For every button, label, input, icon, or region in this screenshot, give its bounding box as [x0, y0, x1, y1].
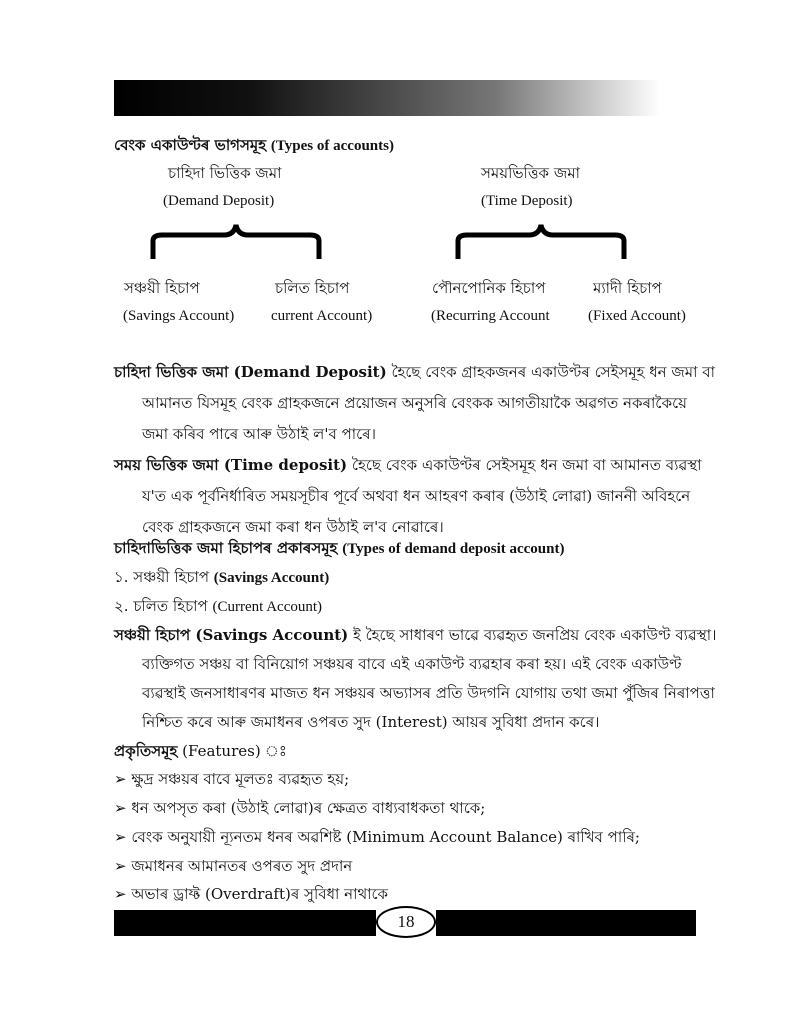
footer-bar-left — [114, 910, 376, 936]
demand-paragraph-line-1 — [114, 361, 715, 386]
time-brace — [455, 221, 627, 261]
time-label-bn: সময়ভিত্তিক জমা — [481, 164, 580, 182]
demand-paragraph-text-1: হৈছে বেংক গ্ৰাহকজনৰ একাউণ্টৰ সেইসমূহ ধন জমা বা — [386, 363, 715, 381]
time-label-en: (Time Deposit) — [481, 193, 573, 209]
time-paragraph-line-2: য'ত এক পূৰ্বনিৰ্ধাৰিত সময়সূচীৰ পূৰ্বে অথবা ধন আহৰণ কৰাৰ (উঠাই লোৱা) জাননী অবিহনে — [142, 487, 691, 505]
arrow-bullet-icon: ➢ — [114, 799, 127, 817]
arrow-bullet-icon: ➢ — [114, 828, 127, 846]
bullet-text: বেংক অনুযায়ী ন্যূনতম ধনৰ অৱশিষ্ট (Minimum Account Balance) ৰাখিব পাৰি; — [131, 828, 640, 846]
recurring-label-en: (Recurring Account — [431, 308, 550, 324]
demand-paragraph-term: চাহিদা ভিত্তিক জমা (Demand Deposit) — [114, 363, 387, 381]
current-label-bn: চলিত হিচাপ — [275, 279, 350, 297]
time-paragraph-line-1 — [114, 454, 702, 479]
time-paragraph-term: সময় ভিত্তিক জমা (Time deposit) — [114, 456, 348, 474]
types-heading-bn: বেংক একাউণ্টৰ ভাগসমূহ — [114, 136, 267, 154]
time-paragraph-line-3: বেংক গ্ৰাহকজনে জমা কৰা ধন উঠাই ল'ব নোৱাৰে। — [142, 518, 444, 536]
bullet-item — [114, 855, 352, 880]
savings-paragraph-term: সঞ্চয়ী হিচাপ (Savings Account) — [114, 626, 349, 644]
bullet-text: ক্ষুদ্ৰ সঞ্চয়ৰ বাবে মূলতঃ ব্যৱহৃত হয়; — [131, 770, 350, 788]
demand-types-heading-bn: চাহিদাভিত্তিক জমা হিচাপৰ প্ৰকাৰসমূহ — [114, 539, 338, 557]
bullet-item — [114, 768, 349, 793]
savings-paragraph-line-1 — [114, 624, 716, 649]
list-item-en: (Current Account) — [212, 599, 323, 615]
fixed-label-en: (Fixed Account) — [588, 308, 686, 324]
bullet-item — [114, 826, 640, 851]
demand-label-bn: চাহিদা ভিত্তিক জমা — [168, 164, 282, 182]
page-number: 18 — [376, 906, 436, 938]
types-heading — [114, 134, 394, 159]
demand-brace — [150, 221, 322, 261]
demand-paragraph-line-2: আমানত যিসমূহ বেংক গ্ৰাহকজনে প্ৰয়োজন অনুসৰি বেংকক আগতীয়াকৈ অৱগত নকৰাকৈয়ে — [142, 394, 687, 412]
bullet-text: জমাধনৰ আমানতৰ ওপৰত সুদ প্ৰদান — [131, 857, 353, 875]
features-heading — [114, 740, 287, 765]
savings-paragraph-line-2: ব্যক্তিগত সঞ্চয় বা বিনিয়োগ সঞ্চয়ৰ বাবে এই একাউণ্ট ব্যৱহাৰ কৰা হয়। এই বেংক একাউণ্ট — [142, 655, 682, 673]
demand-paragraph-line-3: জমা কৰিব পাৰে আৰু উঠাই ল'ব পাৰে। — [142, 425, 376, 443]
current-label-en: current Account) — [271, 308, 373, 324]
savings-label-bn: সঞ্চয়ী হিচাপ — [124, 279, 200, 297]
header-gradient-bar — [114, 80, 660, 116]
bullet-item — [114, 883, 388, 908]
arrow-bullet-icon: ➢ — [114, 770, 127, 788]
list-item — [114, 595, 322, 620]
bullet-text: ধন অপসৃত কৰা (উঠাই লোৱা)ৰ ক্ষেত্ৰত বাধ্যবাধকতা থাকে; — [131, 799, 486, 817]
savings-label-en: (Savings Account) — [123, 308, 235, 324]
features-heading-bn: প্ৰকৃতিসমূহ — [114, 742, 178, 760]
types-heading-en: (Types of accounts) — [270, 138, 394, 154]
list-item-bn: সঞ্চয়ী হিচাপ — [133, 568, 210, 586]
demand-types-heading — [114, 537, 564, 562]
bullet-item — [114, 797, 485, 822]
footer-bar-right — [436, 910, 696, 936]
recurring-label-bn: পৌনপোনিক হিচাপ — [432, 279, 546, 297]
list-item — [114, 566, 329, 591]
list-item-en: (Savings Account) — [213, 570, 330, 586]
list-number: ১. — [114, 568, 129, 586]
savings-paragraph-text-1: ই হৈছে সাধাৰণ ভাৱে ব্যৱহৃত জনপ্ৰিয় বেংক একাউণ্ট ব্যৱস্থা। — [348, 626, 717, 644]
list-item-bn: চলিত হিচাপ — [133, 597, 208, 615]
arrow-bullet-icon: ➢ — [114, 885, 127, 903]
features-heading-rest: (Features) ঃ — [177, 742, 287, 760]
savings-paragraph-line-3: ব্যৱস্থাই জনসাধাৰণৰ মাজত ধন সঞ্চয়ৰ অভ্যাসৰ প্ৰতি উদগনি যোগায় তথা জমা পুঁজিৰ নিৰাপত্তা — [142, 684, 715, 702]
bullet-text: অভাৰ ড্ৰাফ্ট (Overdraft)ৰ সুবিধা নাথাকে — [131, 885, 389, 903]
demand-types-heading-en: (Types of demand deposit account) — [342, 541, 565, 557]
arrow-bullet-icon: ➢ — [114, 857, 127, 875]
time-paragraph-text-1: হৈছে বেংক একাউণ্টৰ সেইসমূহ ধন জমা বা আমানত ব্যৱস্থা — [347, 456, 702, 474]
demand-label-en: (Demand Deposit) — [163, 193, 275, 209]
fixed-label-bn: ম্যাদী হিচাপ — [593, 279, 662, 297]
list-number: ২. — [114, 597, 129, 615]
savings-paragraph-line-4: নিশ্চিত কৰে আৰু জমাধনৰ ওপৰত সুদ (Interest) আয়ৰ সুবিধা প্ৰদান কৰে। — [142, 713, 600, 731]
